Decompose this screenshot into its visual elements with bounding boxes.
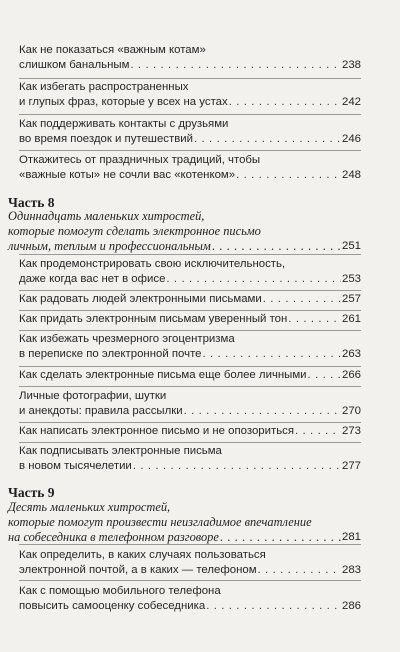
entry-line: Как продемонстрировать свою исключительность, [19, 258, 286, 270]
entry-line: Как придать электронным письмам уверенный тон [19, 313, 288, 325]
entry-line: в переписке по электронной почте [19, 347, 202, 360]
entry-line: Как поддерживать контакты с друзьями [19, 118, 229, 130]
toc-entry [19, 153, 361, 182]
entry-line: «важные коты» не сочли вас «котенком» [19, 168, 236, 181]
entry-line: Как с помощью мобильного телефона [19, 585, 221, 597]
toc-entry [19, 352, 361, 367]
part-8-heading: Часть 8 [8, 195, 55, 210]
entry-line: Как написать электронное письмо и не опозориться [19, 425, 294, 437]
divider [19, 386, 361, 387]
entry-line: в новом тысячелетии [19, 459, 132, 472]
toc-entry [19, 368, 361, 383]
toc-entry [19, 80, 361, 109]
entry-line: повысить самооценку собеседника [19, 599, 206, 612]
divider [19, 290, 361, 291]
entry-line: и анекдоты: правила рассылки [19, 404, 183, 417]
page-number: 281 [341, 531, 361, 543]
entry-line: слишком банальным [19, 58, 130, 71]
divider [19, 544, 361, 545]
page-number: 261 [341, 313, 361, 325]
divider [19, 442, 361, 443]
part-9-subtitle [8, 500, 361, 545]
divider [19, 580, 361, 581]
divider [19, 254, 361, 255]
entry-line: электронной почтой, а в каких — телефоном [19, 563, 257, 576]
toc-entry [19, 424, 361, 439]
page-number: 283 [341, 563, 361, 576]
page-number: 277 [341, 459, 361, 472]
subtitle-line: Десять маленьких хитростей, [8, 500, 171, 514]
entry-line: Откажитесь от праздничных традиций, чтобы [19, 154, 261, 166]
page-number: 242 [341, 95, 361, 108]
page-number: 253 [341, 272, 361, 285]
divider [19, 310, 361, 311]
page-number: 270 [341, 404, 361, 417]
divider [19, 422, 361, 423]
page-number: 286 [341, 599, 361, 612]
subtitle-line: личным, теплым и профессиональным [8, 239, 211, 253]
toc-entry [19, 312, 361, 327]
entry-line: Как избежать чрезмерного эгоцентризма [19, 333, 235, 345]
page-number: 251 [341, 240, 361, 252]
divider [19, 114, 361, 115]
entry-line: Личные фотографии, шутки [19, 390, 167, 402]
entry-line: во время поездок и путешествий [19, 132, 193, 145]
entry-line: Как подписывать электронные письма [19, 445, 222, 457]
entry-line: Как сделать электронные письма еще более личными [19, 369, 307, 381]
page-number: 257 [341, 293, 361, 305]
toc-entry [19, 257, 361, 286]
divider [19, 78, 361, 79]
page-number: 248 [341, 168, 361, 181]
divider [19, 150, 361, 151]
page-number: 238 [341, 58, 361, 71]
toc-entry [19, 584, 361, 613]
page-number: 246 [341, 132, 361, 145]
subtitle-line: которые помогут сделать электронное письмо [8, 224, 261, 238]
page-number: 266 [341, 369, 361, 381]
subtitle-line: на собеседника в телефонном разговоре [8, 530, 219, 544]
part-9-heading: Часть 9 [8, 485, 55, 500]
entry-line: Как избегать распространенных [19, 81, 189, 93]
toc-entry [19, 292, 361, 307]
toc-entry [19, 444, 361, 473]
page-number: 263 [341, 347, 361, 360]
page-number: 273 [341, 425, 361, 437]
entry-line: и глупых фраз, которые у всех на устах [19, 95, 228, 108]
toc-entry [19, 389, 361, 418]
toc-entry [19, 43, 361, 72]
toc-entry [19, 548, 361, 577]
entry-line: Как определить, в каких случаях пользоваться [19, 549, 266, 561]
toc-entry [19, 117, 361, 146]
part-8-subtitle [8, 209, 361, 254]
divider [19, 330, 361, 331]
entry-line: Как не показаться «важным котам» [19, 44, 206, 56]
entry-line: Как радовать людей электронными письмами [19, 293, 262, 305]
entry-line: даже когда вас нет в офисе [19, 272, 166, 285]
subtitle-line: Одиннадцать маленьких хитростей, [8, 209, 205, 223]
subtitle-line: которые помогут произвести неизгладимое впечатление [8, 515, 312, 529]
